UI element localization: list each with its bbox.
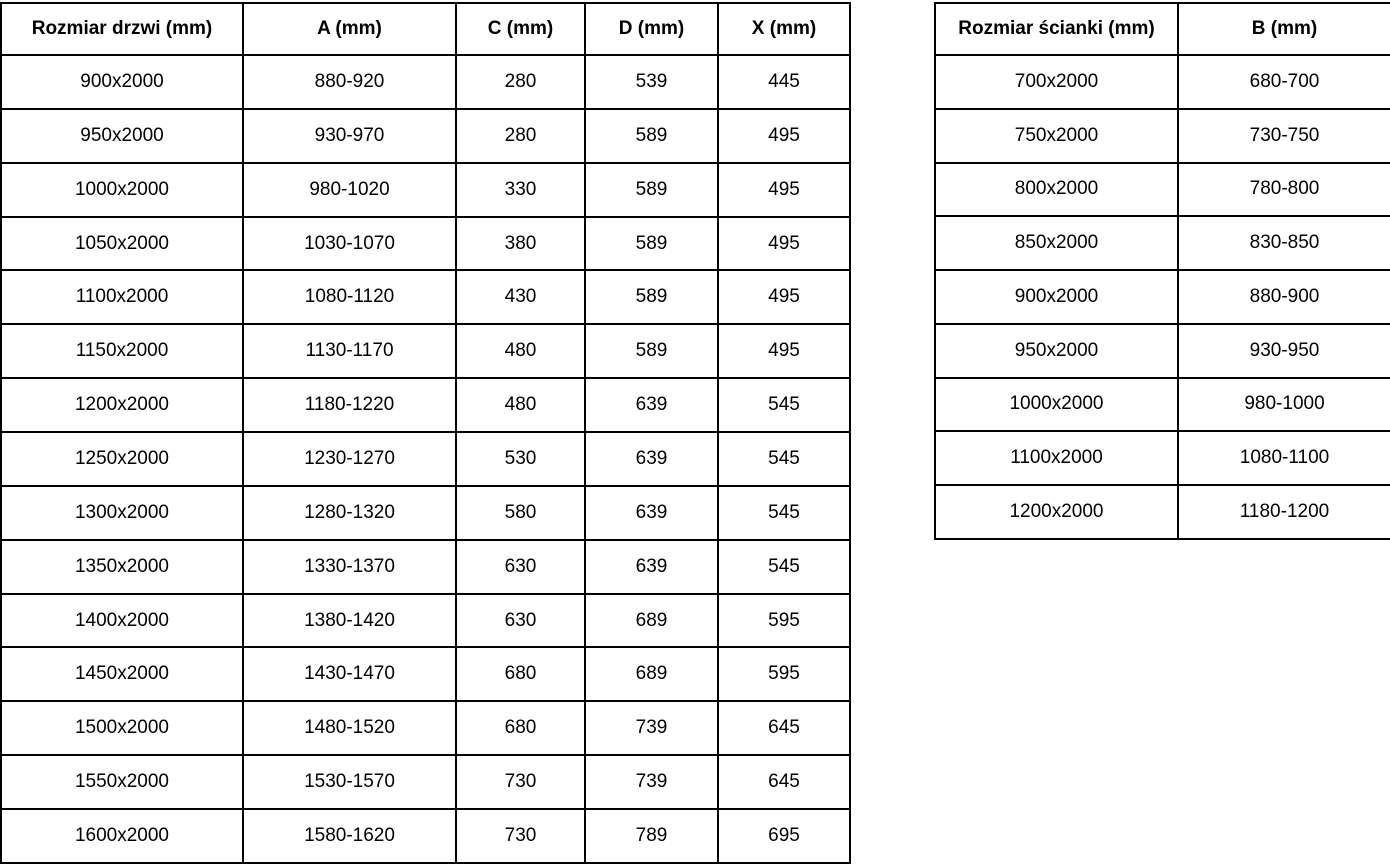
table-cell: 495 <box>718 324 850 378</box>
table-cell: 495 <box>718 270 850 324</box>
table-cell: 680 <box>456 647 585 701</box>
table-cell: 1250x2000 <box>1 432 243 486</box>
table-row <box>1 109 850 163</box>
table-cell: 1230-1270 <box>243 432 456 486</box>
table-cell: 1280-1320 <box>243 486 456 540</box>
table-cell: 980-1000 <box>1178 378 1390 432</box>
table-cell: 639 <box>585 378 718 432</box>
table-cell: 1530-1570 <box>243 755 456 809</box>
table-cell: 639 <box>585 486 718 540</box>
table-cell: 630 <box>456 594 585 648</box>
door-table-header-row <box>1 3 850 55</box>
table-cell: 689 <box>585 647 718 701</box>
table-cell: 1600x2000 <box>1 809 243 863</box>
table-cell: 589 <box>585 324 718 378</box>
table-cell: 830-850 <box>1178 216 1390 270</box>
table-cell: 1150x2000 <box>1 324 243 378</box>
table-cell: 330 <box>456 163 585 217</box>
column-header: B (mm) <box>1178 3 1390 55</box>
table-row <box>1 163 850 217</box>
table-row <box>1 270 850 324</box>
table-cell: 1300x2000 <box>1 486 243 540</box>
table-cell: 589 <box>585 109 718 163</box>
table-cell: 645 <box>718 701 850 755</box>
table-row <box>935 485 1390 539</box>
table-cell: 1130-1170 <box>243 324 456 378</box>
table-row <box>1 701 850 755</box>
table-cell: 645 <box>718 755 850 809</box>
table-cell: 1430-1470 <box>243 647 456 701</box>
table-row <box>935 270 1390 324</box>
table-row <box>1 324 850 378</box>
table-cell: 700x2000 <box>935 55 1178 109</box>
table-cell: 950x2000 <box>935 324 1178 378</box>
table-cell: 850x2000 <box>935 216 1178 270</box>
table-cell: 539 <box>585 55 718 109</box>
table-row <box>1 594 850 648</box>
table-cell: 730-750 <box>1178 109 1390 163</box>
table-cell: 589 <box>585 217 718 271</box>
table-cell: 595 <box>718 594 850 648</box>
table-cell: 1580-1620 <box>243 809 456 863</box>
table-cell: 1330-1370 <box>243 540 456 594</box>
table-cell: 1000x2000 <box>1 163 243 217</box>
column-header: X (mm) <box>718 3 850 55</box>
table-cell: 1200x2000 <box>935 485 1178 539</box>
table-cell: 750x2000 <box>935 109 1178 163</box>
table-cell: 639 <box>585 540 718 594</box>
table-row <box>1 378 850 432</box>
table-cell: 1180-1200 <box>1178 485 1390 539</box>
table-cell: 530 <box>456 432 585 486</box>
table-cell: 739 <box>585 755 718 809</box>
table-cell: 630 <box>456 540 585 594</box>
table-row <box>1 55 850 109</box>
table-cell: 695 <box>718 809 850 863</box>
table-cell: 445 <box>718 55 850 109</box>
table-cell: 430 <box>456 270 585 324</box>
table-row <box>935 163 1390 217</box>
table-cell: 1450x2000 <box>1 647 243 701</box>
table-cell: 880-900 <box>1178 270 1390 324</box>
table-cell: 480 <box>456 324 585 378</box>
table-row <box>935 216 1390 270</box>
table-row <box>1 486 850 540</box>
column-header: Rozmiar ścianki (mm) <box>935 3 1178 55</box>
table-cell: 1480-1520 <box>243 701 456 755</box>
table-row <box>1 809 850 863</box>
table-row <box>1 217 850 271</box>
table-cell: 1000x2000 <box>935 378 1178 432</box>
table-cell: 1500x2000 <box>1 701 243 755</box>
table-cell: 1350x2000 <box>1 540 243 594</box>
table-cell: 980-1020 <box>243 163 456 217</box>
table-cell: 545 <box>718 432 850 486</box>
table-cell: 495 <box>718 109 850 163</box>
table-cell: 380 <box>456 217 585 271</box>
table-cell: 739 <box>585 701 718 755</box>
table-cell: 680 <box>456 701 585 755</box>
table-cell: 689 <box>585 594 718 648</box>
table-row <box>935 109 1390 163</box>
table-cell: 789 <box>585 809 718 863</box>
table-row <box>1 647 850 701</box>
table-cell: 930-950 <box>1178 324 1390 378</box>
table-cell: 495 <box>718 217 850 271</box>
door-size-table <box>0 2 851 864</box>
table-cell: 730 <box>456 755 585 809</box>
table-cell: 930-970 <box>243 109 456 163</box>
table-row <box>1 755 850 809</box>
wall-table-header-row <box>935 3 1390 55</box>
table-cell: 1200x2000 <box>1 378 243 432</box>
table-cell: 1380-1420 <box>243 594 456 648</box>
table-cell: 595 <box>718 647 850 701</box>
column-header: D (mm) <box>585 3 718 55</box>
table-row <box>1 540 850 594</box>
table-cell: 1030-1070 <box>243 217 456 271</box>
table-cell: 495 <box>718 163 850 217</box>
table-cell: 589 <box>585 270 718 324</box>
table-cell: 280 <box>456 55 585 109</box>
table-cell: 1100x2000 <box>935 431 1178 485</box>
column-header: Rozmiar drzwi (mm) <box>1 3 243 55</box>
table-cell: 639 <box>585 432 718 486</box>
table-cell: 730 <box>456 809 585 863</box>
table-cell: 545 <box>718 378 850 432</box>
table-row <box>1 432 850 486</box>
column-header: A (mm) <box>243 3 456 55</box>
table-cell: 1180-1220 <box>243 378 456 432</box>
table-cell: 950x2000 <box>1 109 243 163</box>
table-row <box>935 378 1390 432</box>
wall-size-table <box>934 2 1390 540</box>
table-cell: 1050x2000 <box>1 217 243 271</box>
table-cell: 280 <box>456 109 585 163</box>
table-row <box>935 55 1390 109</box>
table-cell: 780-800 <box>1178 163 1390 217</box>
table-cell: 880-920 <box>243 55 456 109</box>
table-cell: 680-700 <box>1178 55 1390 109</box>
table-row <box>935 324 1390 378</box>
table-cell: 800x2000 <box>935 163 1178 217</box>
table-cell: 545 <box>718 486 850 540</box>
column-header: C (mm) <box>456 3 585 55</box>
table-cell: 1080-1120 <box>243 270 456 324</box>
table-cell: 1400x2000 <box>1 594 243 648</box>
table-cell: 580 <box>456 486 585 540</box>
table-cell: 1080-1100 <box>1178 431 1390 485</box>
table-cell: 480 <box>456 378 585 432</box>
table-row <box>935 431 1390 485</box>
table-cell: 589 <box>585 163 718 217</box>
table-cell: 1550x2000 <box>1 755 243 809</box>
table-cell: 900x2000 <box>935 270 1178 324</box>
table-cell: 545 <box>718 540 850 594</box>
table-cell: 900x2000 <box>1 55 243 109</box>
table-cell: 1100x2000 <box>1 270 243 324</box>
